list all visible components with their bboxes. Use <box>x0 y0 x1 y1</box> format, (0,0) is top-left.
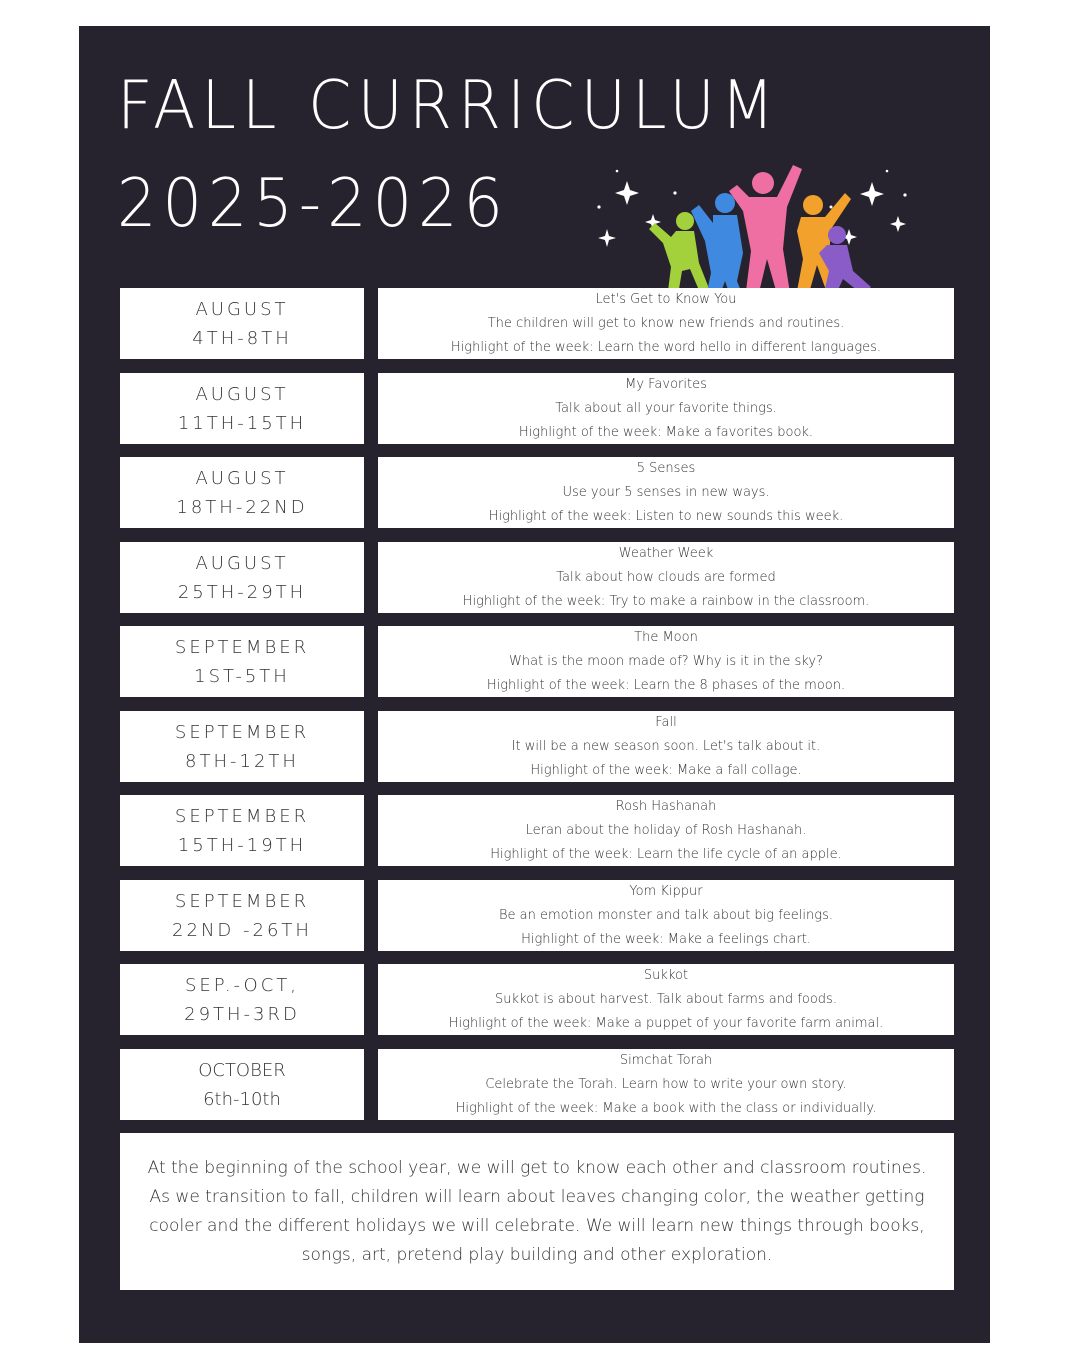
week-dates: 6th-10th <box>203 1088 281 1110</box>
week-date-box <box>120 542 364 613</box>
week-highlight: Highlight of the week: Learn the life cycle of an apple. <box>490 846 842 862</box>
week-month: SEP.-OCT, <box>184 974 300 996</box>
week-dates: 25TH-29TH <box>177 581 307 603</box>
week-dates: 29TH-3RD <box>184 1003 300 1025</box>
week-row <box>120 626 954 697</box>
week-highlight: Highlight of the week: Listen to new sounds this week. <box>488 508 844 524</box>
summary-text: At the beginning of the school year, we will get to know each other and classroom routines. As we transition to fall, children will learn about leaves changing color, the weather getting cooler and the different holidays we will celebrate. We will learn new things through books, songs, art, pretend play building and other exploration. <box>147 1157 927 1265</box>
week-description-box <box>378 457 954 528</box>
week-date-box <box>120 373 364 444</box>
child-silhouette-pink <box>729 165 802 301</box>
week-theme: Simchat Torah <box>619 1052 713 1068</box>
week-row <box>120 1049 954 1120</box>
week-row <box>120 711 954 782</box>
week-activity: Talk about how clouds are formed <box>556 569 776 585</box>
week-date-box <box>120 626 364 697</box>
week-dates: 18TH-22ND <box>176 496 308 518</box>
week-month: SEPTEMBER <box>174 721 310 743</box>
week-dates: 1ST-5TH <box>194 665 290 687</box>
week-description-box <box>378 373 954 444</box>
week-date-box <box>120 1049 364 1120</box>
week-theme: Sukkot <box>643 967 689 983</box>
week-theme: 5 Senses <box>636 460 696 476</box>
curriculum-poster <box>79 26 990 1343</box>
week-description-box <box>378 626 954 697</box>
week-row <box>120 964 954 1035</box>
week-row <box>120 457 954 528</box>
week-description-box <box>378 288 954 359</box>
week-month: SEPTEMBER <box>174 890 310 912</box>
week-month: AUGUST <box>195 298 289 320</box>
week-row <box>120 795 954 866</box>
week-theme: Fall <box>655 714 677 730</box>
week-description-box <box>378 711 954 782</box>
week-highlight: Highlight of the week: Make a fall collage. <box>530 762 802 778</box>
week-description-box <box>378 880 954 951</box>
week-theme: Rosh Hashanah <box>615 798 717 814</box>
week-month: SEPTEMBER <box>174 805 310 827</box>
week-activity: The children will get to know new friends and routines. <box>487 315 845 331</box>
week-month: AUGUST <box>195 467 289 489</box>
week-date-box <box>120 457 364 528</box>
week-highlight: Highlight of the week: Learn the 8 phases of the moon. <box>486 677 846 693</box>
week-date-box <box>120 711 364 782</box>
poster-title: FALL CURRICULUM <box>117 65 781 145</box>
week-description-box <box>378 542 954 613</box>
week-activity: It will be a new season soon. Let's talk about it. <box>511 738 821 754</box>
week-activity: Sukkot is about harvest. Talk about farms and foods. <box>495 991 837 1007</box>
week-theme: Weather Week <box>618 545 714 561</box>
week-activity: What is the moon made of? Why is it in the sky? <box>509 653 823 669</box>
summary-box <box>120 1133 954 1290</box>
week-highlight: Highlight of the week: Make a book with the class or individually. <box>455 1100 877 1116</box>
week-dates: 15TH-19TH <box>177 834 307 856</box>
week-highlight: Highlight of the week: Make a puppet of your favorite farm animal. <box>448 1015 884 1031</box>
week-month: OCTOBER <box>198 1059 286 1081</box>
week-month: SEPTEMBER <box>174 636 310 658</box>
week-date-box <box>120 795 364 866</box>
week-activity: Be an emotion monster and talk about big feelings. <box>499 907 833 923</box>
week-theme: My Favorites <box>625 376 707 392</box>
week-activity: Celebrate the Torah. Learn how to write your own story. <box>485 1076 847 1092</box>
week-description-box <box>378 964 954 1035</box>
week-dates: 8TH-12TH <box>185 750 299 772</box>
week-theme: Let's Get to Know You <box>595 291 737 307</box>
week-row <box>120 288 954 359</box>
week-highlight: Highlight of the week: Make a feelings chart. <box>521 931 811 947</box>
week-highlight: Highlight of the week: Try to make a rainbow in the classroom. <box>462 593 870 609</box>
week-description-box <box>378 795 954 866</box>
week-month: AUGUST <box>195 552 289 574</box>
week-highlight: Highlight of the week: Make a favorites book. <box>518 424 814 440</box>
week-date-box <box>120 288 364 359</box>
week-row <box>120 373 954 444</box>
week-date-box <box>120 880 364 951</box>
week-dates: 4TH-8TH <box>192 327 292 349</box>
week-highlight: Highlight of the week: Learn the word hello in different languages. <box>450 339 882 355</box>
week-theme: Yom Kippur <box>629 883 703 899</box>
jumping-children-icon <box>587 141 917 311</box>
poster-year: 2025-2026 <box>117 163 509 243</box>
week-activity: Leran about the holiday of Rosh Hashanah. <box>525 822 807 838</box>
week-activity: Talk about all your favorite things. <box>555 400 777 416</box>
week-row <box>120 542 954 613</box>
week-date-box <box>120 964 364 1035</box>
week-dates: 22ND -26TH <box>172 919 312 941</box>
week-row <box>120 880 954 951</box>
week-activity: Use your 5 senses in new ways. <box>562 484 770 500</box>
week-month: AUGUST <box>195 383 289 405</box>
week-theme: The Moon <box>634 629 698 645</box>
week-dates: 11TH-15TH <box>177 412 307 434</box>
week-description-box <box>378 1049 954 1120</box>
